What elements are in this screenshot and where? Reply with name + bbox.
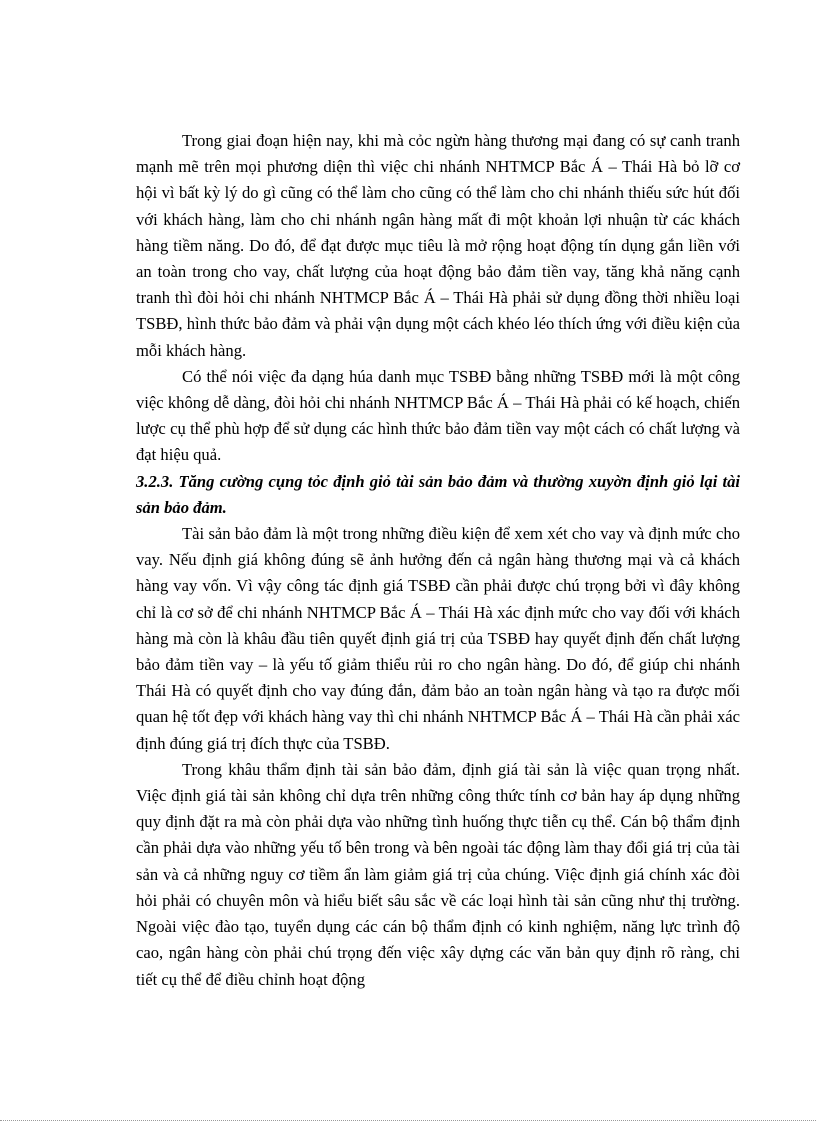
body-paragraph-4: Trong khâu thẩm định tài sản bảo đảm, định giá tài sản là việc quan trọng nhất. Việc định giá tài sản không chỉ dựa trên những công thức tính cơ bản hay áp dụng những quy định đặt ra mà còn phải dựa vào những tình huống thực tiễn cụ thể. Cán bộ thẩm định cần phải dựa vào những yếu tố bên trong và bên ngoài tác động làm thay đổi giá trị của tài sản và cả những nguy cơ tiềm ẩn làm giảm giá trị của chúng. Việc định giá chính xác đòi hỏi phải có chuyên môn và hiểu biết sâu sắc về các loại hình tài sản cũng như thị trường. Ngoài việc đào tạo, tuyển dụng các cán bộ thẩm định có kinh nghiệm, năng lực trình độ cao, ngân hàng còn phải chú trọng đến việc xây dựng các văn bản quy định rõ ràng, chi tiết cụ thể để điều chỉnh hoạt động: [136, 759, 740, 989]
body-paragraph-2: Có thể nói việc đa dạng húa danh mục TSBĐ bằng những TSBĐ mới là một công việc không dễ dàng, đòi hỏi chi nhánh NHTMCP Bắc Á – Thái Hà phải có kế hoạch, chiến lược cụ thể phù hợp để sử dụng các hình thức bảo đảm tiền vay một cách có chất lượng và đạt hiệu quả.: [136, 366, 740, 465]
document-page: [136, 128, 740, 993]
body-paragraph-3: Tài sản bảo đảm là một trong những điều kiện để xem xét cho vay và định mức cho vay. Nếu định giá không đúng sẽ ảnh hưởng đến cả ngân hàng thương mại và cả khách hàng vay vốn. Vì vậy công tác định giá TSBĐ cần phải được chú trọng bởi vì đây không chỉ là cơ sở để chi nhánh NHTMCP Bắc Á – Thái Hà xác định mức cho vay đối với khách hàng mà còn là khâu đầu tiên quyết định giá trị của TSBĐ hay quyết định đến chất lượng bảo đảm tiền vay – là yếu tố giảm thiểu rủi ro cho ngân hàng. Do đó, để giúp chi nhánh Thái Hà có quyết định cho vay đúng đắn, đảm bảo an toàn ngân hàng và tạo ra được mối quan hệ tốt đẹp với khách hàng vay thì chi nhánh NHTMCP Bắc Á – Thái Hà cần phải xác định đúng giá trị đích thực của TSBĐ.: [136, 524, 740, 753]
page-bottom-divider: [0, 1120, 816, 1121]
body-paragraph-1: Trong giai đoạn hiện nay, khi mà cỏc ngừn hàng thương mại đang có sự canh tranh mạnh mẽ trên mọi phương diện thì việc chi nhánh NHTMCP Bắc Á – Thái Hà bỏ lỡ cơ hội vì bất kỳ lý do gì cũng có thể làm cho cũng có thể làm cho chi nhánh thiếu sức hút đối với khách hàng, làm cho chi nhánh ngân hàng mất đi một khoản lợi nhuận từ các khách hàng tiềm năng. Do đó, để đạt được mục tiêu là mở rộng hoạt động tín dụng gắn liền với an toàn trong cho vay, chất lượng của hoạt động bảo đảm tiền vay, tăng khả năng cạnh tranh thì đòi hỏi chi nhánh NHTMCP Bắc Á – Thái Hà phải sử dụng đồng thời nhiều loại TSBĐ, hình thức bảo đảm và phải vận dụng một cách khéo léo thích ứng với điều kiện của mỗi khách hàng.: [136, 131, 740, 360]
section-heading: 3.2.3. Tăng cường cụng tỏc định giỏ tài sản bảo đảm và thường xuyờn định giỏ lại tài sản bảo đảm.: [136, 471, 740, 517]
